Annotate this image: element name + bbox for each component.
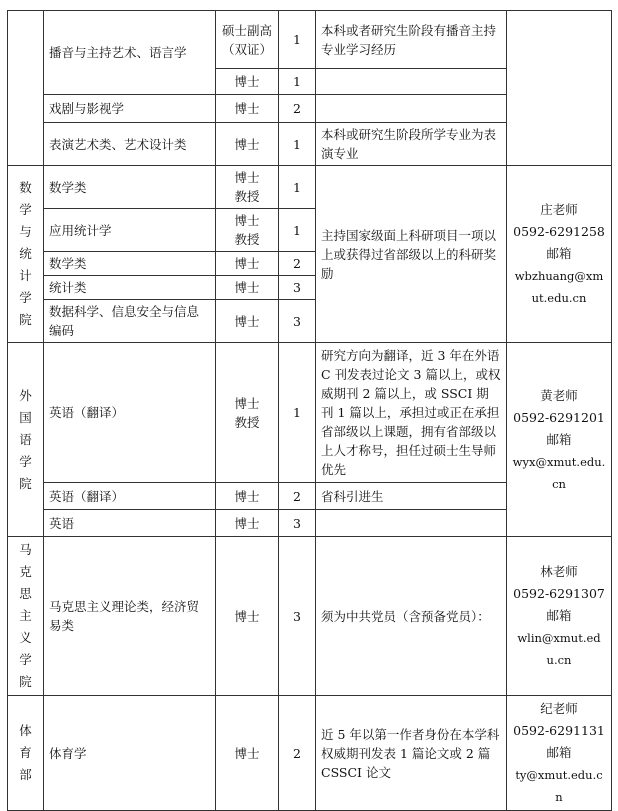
major-cell: 播音与主持艺术、语言学 <box>44 11 216 95</box>
count-cell: 3 <box>279 300 316 343</box>
count-cell: 1 <box>279 209 316 252</box>
college-cell <box>8 537 44 696</box>
table-row <box>8 166 612 209</box>
condition-cell <box>316 69 507 95</box>
college-cell <box>8 696 44 811</box>
recruitment-table <box>7 10 612 811</box>
contact-email: ty@xmut.edu.cn <box>515 768 603 804</box>
condition-cell: 本科或研究生阶段所学专业为表演专业 <box>316 123 507 166</box>
contact-phone: 0592-6291307 <box>513 586 605 601</box>
contact-email-label: 邮箱 <box>546 431 572 447</box>
count-cell: 1 <box>279 11 316 69</box>
contact-cell <box>507 166 612 343</box>
contact-name: 林老师 <box>540 564 578 579</box>
contact-phone: 0592-6291258 <box>513 224 605 239</box>
condition-cell: 近 5 年以第一作者身份在本学科权威期刊发表 1 篇论文或 2 篇 CSSCI 论文 <box>316 696 507 811</box>
college-cell <box>8 343 44 537</box>
contact-name: 庄老师 <box>540 202 578 217</box>
count-cell: 2 <box>279 252 316 276</box>
college-name: 外国语学院 <box>19 387 32 491</box>
contact-email-label: 邮箱 <box>546 246 572 261</box>
contact-phone: 0592-6291131 <box>513 723 605 738</box>
count-cell: 1 <box>279 123 316 166</box>
condition-cell: 研究方向为翻译，近 3 年在外语 C 刊发表过论文 3 篇以上，或权威期刊 2 篇以上，或 SSCI 期刊 1 篇以上，承担过或正在承担省部级以上课题，拥有省部级以上人才称号，担任过硕士生导师优先 <box>316 343 507 483</box>
count-cell: 1 <box>279 69 316 95</box>
contact-email: wyx@xmut.edu.cn <box>512 454 606 491</box>
count-cell: 1 <box>279 343 316 483</box>
contact-cell <box>507 343 612 537</box>
major-cell: 体育学 <box>44 696 216 811</box>
table-row <box>8 696 612 811</box>
major-cell: 数学类 <box>44 166 216 209</box>
degree-cell: 博士 教授 <box>216 209 279 252</box>
degree-cell: 博士 <box>216 252 279 276</box>
college-cell <box>8 166 44 343</box>
degree-cell: 博士 <box>216 696 279 811</box>
degree-cell: 博士 <box>216 276 279 300</box>
college-name: 体育部 <box>19 723 32 782</box>
college-cell <box>8 11 44 166</box>
contact-name: 黄老师 <box>540 387 578 403</box>
college-name: 马克思主义学院 <box>19 542 32 689</box>
count-cell: 2 <box>279 483 316 510</box>
degree-cell: 博士 <box>216 95 279 123</box>
contact-name: 纪老师 <box>540 701 578 716</box>
table-row <box>8 537 612 696</box>
contact-email-label: 邮箱 <box>546 745 572 760</box>
major-cell: 表演艺术类、艺术设计类 <box>44 123 216 166</box>
degree-cell: 硕士副高（双证） <box>216 11 279 69</box>
count-cell: 3 <box>279 537 316 696</box>
table-row <box>8 11 612 69</box>
degree-cell: 博士 教授 <box>216 166 279 209</box>
major-cell: 数据科学、信息安全与信息编码 <box>44 300 216 343</box>
condition-cell: 本科或者研究生阶段有播音主持专业学习经历 <box>316 11 507 69</box>
condition-cell: 须为中共党员（含预备党员）： <box>316 537 507 696</box>
count-cell: 3 <box>279 510 316 537</box>
major-cell: 英语（翻译） <box>44 483 216 510</box>
degree-cell: 博士 <box>216 300 279 343</box>
major-cell: 戏剧与影视学 <box>44 95 216 123</box>
college-name: 数学与统计学院 <box>19 180 32 327</box>
contact-cell <box>507 537 612 696</box>
count-cell: 3 <box>279 276 316 300</box>
count-cell: 2 <box>279 696 316 811</box>
condition-cell <box>316 510 507 537</box>
major-cell: 英语 <box>44 510 216 537</box>
contact-phone: 0592-6291201 <box>513 409 605 425</box>
degree-cell: 博士 <box>216 537 279 696</box>
contact-cell <box>507 11 612 166</box>
condition-cell: 省科引进生 <box>316 483 507 510</box>
contact-email-label: 邮箱 <box>546 608 572 623</box>
degree-cell: 博士 <box>216 69 279 95</box>
contact-cell <box>507 696 612 811</box>
condition-cell <box>316 95 507 123</box>
degree-cell: 博士 教授 <box>216 343 279 483</box>
major-cell: 马克思主义理论类，经济贸易类 <box>44 537 216 696</box>
table-row <box>8 343 612 483</box>
major-cell: 统计类 <box>44 276 216 300</box>
count-cell: 1 <box>279 166 316 209</box>
contact-email: wbzhuang@xmut.edu.cn <box>514 269 604 305</box>
degree-cell: 博士 <box>216 483 279 510</box>
degree-cell: 博士 <box>216 510 279 537</box>
condition-cell: 主持国家级面上科研项目一项以上或获得过省部级以上的科研奖励 <box>316 166 507 343</box>
count-cell: 2 <box>279 95 316 123</box>
contact-email: wlin@xmut.edu.cn <box>517 631 601 667</box>
degree-cell: 博士 <box>216 123 279 166</box>
major-cell: 数学类 <box>44 252 216 276</box>
major-cell: 应用统计学 <box>44 209 216 252</box>
major-cell: 英语（翻译） <box>44 343 216 483</box>
